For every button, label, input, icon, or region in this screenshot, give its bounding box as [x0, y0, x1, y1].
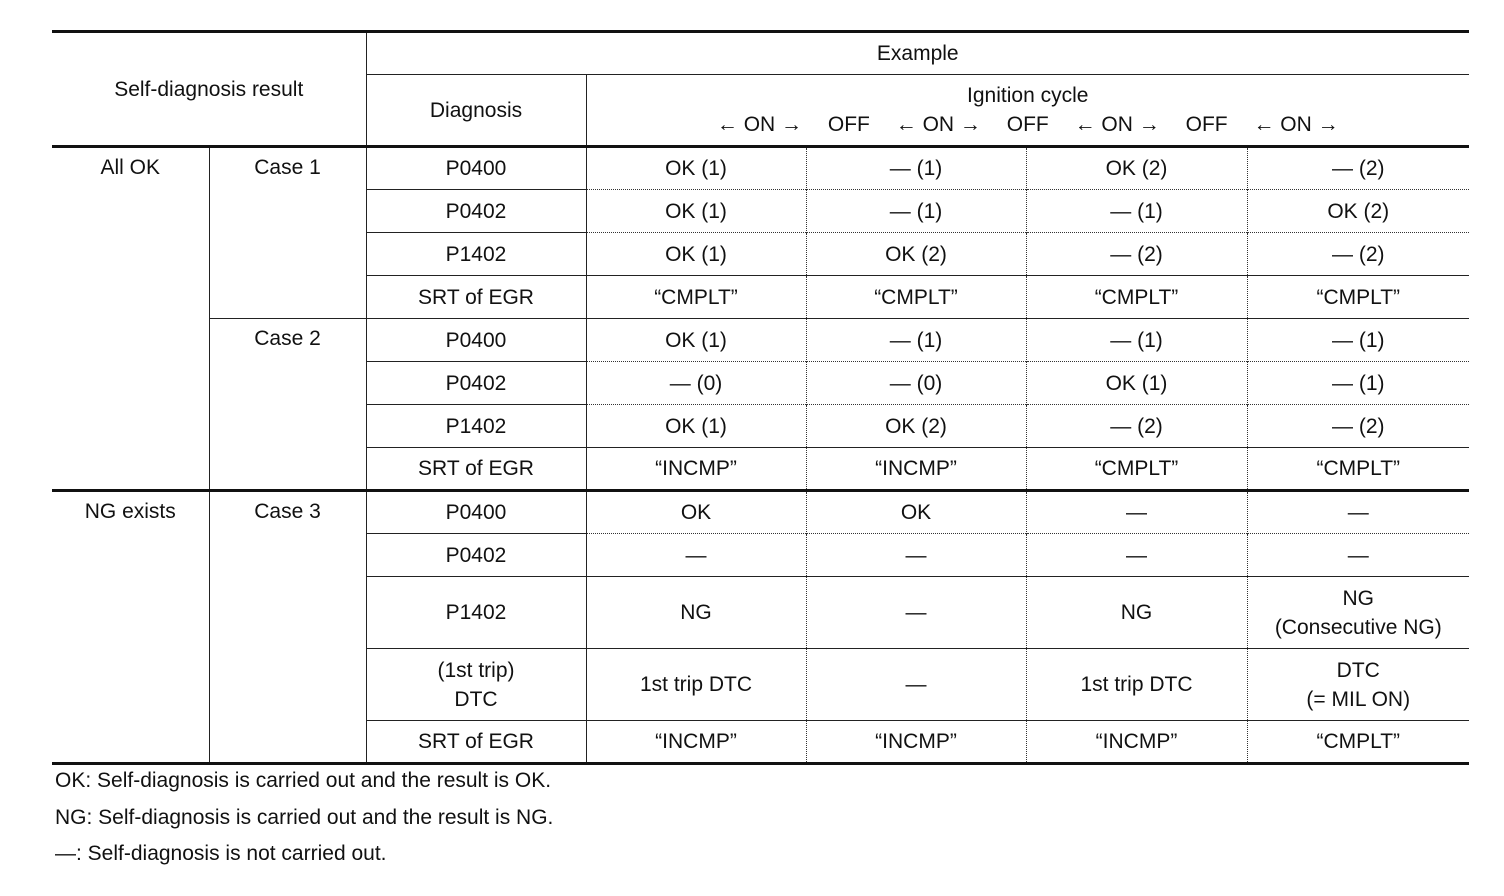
diagnosis-cell: P0400	[366, 491, 586, 534]
value-cell: —	[1247, 534, 1469, 577]
value-cell: “INCMP”	[586, 721, 806, 764]
case-1-label: Case 1	[209, 147, 366, 319]
value-line-1: NG	[1342, 586, 1374, 610]
value-cell: — (1)	[806, 147, 1026, 190]
diagnosis-cell: SRT of EGR	[366, 448, 586, 491]
diagnosis-cell: P1402	[366, 405, 586, 448]
diagnosis-cell: P0402	[366, 362, 586, 405]
value-cell: OK (2)	[1247, 190, 1469, 233]
value-line-2: (= MIL ON)	[1306, 687, 1411, 711]
case-2-label: Case 2	[209, 319, 366, 491]
value-cell: —	[1247, 491, 1469, 534]
diagnosis-header: Diagnosis	[366, 75, 586, 147]
self-diagnosis-table	[52, 30, 1469, 765]
value-cell: — (1)	[806, 190, 1026, 233]
ignition-cycle-header	[586, 75, 1469, 147]
value-cell: 1st trip DTC	[586, 649, 806, 721]
diagnosis-cell: P0400	[366, 319, 586, 362]
value-cell: — (2)	[1247, 233, 1469, 276]
value-cell: “CMPLT”	[1247, 276, 1469, 319]
note-dash: —: Self-diagnosis is not carried out.	[55, 842, 387, 865]
diagnosis-cell: P0400	[366, 147, 586, 190]
diagnosis-cell: P0402	[366, 534, 586, 577]
value-cell: OK (1)	[586, 147, 806, 190]
value-cell: —	[806, 577, 1026, 649]
cycle-step-on: ← ON →	[716, 113, 803, 136]
value-cell: — (2)	[1026, 405, 1247, 448]
value-cell: — (1)	[806, 319, 1026, 362]
self-diagnosis-result-header: Self-diagnosis result	[52, 32, 366, 147]
table-row	[52, 319, 1469, 362]
diagnosis-line-1: (1st trip)	[437, 658, 515, 682]
value-cell: OK (1)	[586, 190, 806, 233]
value-cell: — (2)	[1247, 405, 1469, 448]
cycle-step-off: OFF	[1006, 113, 1049, 136]
value-cell-two-line	[1247, 577, 1469, 649]
value-cell: OK (1)	[586, 405, 806, 448]
value-cell-two-line	[1247, 649, 1469, 721]
value-cell: NG	[1026, 577, 1247, 649]
value-line-2: (Consecutive NG)	[1274, 615, 1442, 639]
value-cell: OK	[586, 491, 806, 534]
value-cell: — (1)	[1247, 362, 1469, 405]
table-row	[52, 491, 1469, 534]
value-cell: —	[1026, 491, 1247, 534]
ignition-cycle-label: Ignition cycle	[967, 84, 1089, 107]
diagnosis-cell: SRT of EGR	[366, 276, 586, 319]
value-cell: — (2)	[1247, 147, 1469, 190]
value-cell: OK (2)	[806, 405, 1026, 448]
value-cell: “INCMP”	[1026, 721, 1247, 764]
value-cell: “CMPLT”	[1026, 448, 1247, 491]
value-cell: “INCMP”	[806, 448, 1026, 491]
value-cell: “CMPLT”	[1247, 721, 1469, 764]
diagnosis-cell: P0402	[366, 190, 586, 233]
value-cell: — (0)	[806, 362, 1026, 405]
note-ng: NG: Self-diagnosis is carried out and the result is NG.	[55, 805, 554, 829]
value-cell: — (1)	[1026, 319, 1247, 362]
value-cell: — (1)	[1247, 319, 1469, 362]
value-cell: —	[806, 534, 1026, 577]
value-cell: NG	[586, 577, 806, 649]
diagnosis-cell: P1402	[366, 577, 586, 649]
cycle-step-off: OFF	[1185, 113, 1228, 136]
value-cell: OK (1)	[586, 233, 806, 276]
legend-notes	[55, 766, 553, 876]
cycle-step-off: OFF	[827, 113, 870, 136]
diagnosis-cell: P1402	[366, 233, 586, 276]
value-cell: “CMPLT”	[1026, 276, 1247, 319]
value-cell: OK (1)	[1026, 362, 1247, 405]
value-cell: —	[1026, 534, 1247, 577]
example-header: Example	[366, 32, 1469, 75]
cycle-step-on: ← ON →	[1074, 113, 1160, 136]
value-cell: —	[586, 534, 806, 577]
value-cell: “CMPLT”	[586, 276, 806, 319]
cycle-step-on: ← ON →	[895, 113, 981, 136]
value-cell: “CMPLT”	[806, 276, 1026, 319]
value-line-1: DTC	[1336, 658, 1380, 682]
value-cell: — (0)	[586, 362, 806, 405]
note-ok: OK: Self-diagnosis is carried out and the result is OK.	[55, 769, 552, 792]
value-cell: —	[806, 649, 1026, 721]
value-cell: “INCMP”	[806, 721, 1026, 764]
group-all-ok: All OK	[52, 147, 209, 491]
diagnosis-cell-two-line	[366, 649, 586, 721]
value-cell: OK (2)	[806, 233, 1026, 276]
value-cell: OK (1)	[586, 319, 806, 362]
value-cell: 1st trip DTC	[1026, 649, 1247, 721]
value-cell: “INCMP”	[586, 448, 806, 491]
value-cell: — (2)	[1026, 233, 1247, 276]
value-cell: — (1)	[1026, 190, 1247, 233]
ignition-cycle-steps	[707, 110, 1349, 139]
case-3-label: Case 3	[209, 491, 366, 764]
cycle-step-on: ← ON →	[1253, 113, 1339, 136]
value-cell: “CMPLT”	[1247, 448, 1469, 491]
table-row	[52, 147, 1469, 190]
value-cell: OK (2)	[1026, 147, 1247, 190]
value-cell: OK	[806, 491, 1026, 534]
diagnosis-line-2: DTC	[454, 687, 498, 711]
diagnosis-cell: SRT of EGR	[366, 721, 586, 764]
group-ng-exists: NG exists	[52, 491, 209, 764]
